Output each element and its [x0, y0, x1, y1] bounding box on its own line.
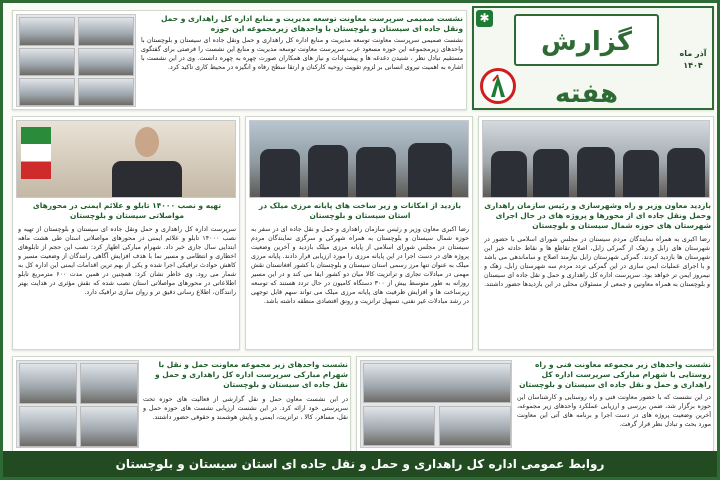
article-body: سرپرست اداره کل راهداری و حمل ونقل جاده ای سیستان و بلوچستان از تهیه و نصب ۱۴۰۰۰ تابلو و علائم ایمنی در محورهای مواصلاتی استان طی هشت ماهه ابتدایی سال جاری خبر داد. شهرام مبارکی اظهار کرد: نصب این حجم از تابلوهای اخطاری و انتظامی و مسیر نما با هدف افزایش آگاهی رانندگان از وضعیت مسیر و کاهش حوادث ترافیکی اجرا شده و یکی از بهم ترین اقدامات ایمنی این اداره کل به شمار می رود. وی خاطر نشان کرد: همچنین در همین مدت ۶۰۰ مترمربع تابلو اطلاعاتی در محورهای مواصلاتی استان نصب شده که نقش مؤثری در هدایت بهتر رانندگان، اطلاع رسانی دقیق تر و روان سازی ترافیک دارد.: [18, 226, 236, 296]
person-figure: [491, 151, 527, 197]
person-figure: [577, 147, 615, 197]
official-portrait-photo: [16, 120, 236, 198]
article-title: تهیه و نصب ۱۴۰۰۰ تابلو و علائم ایمنی در محورهای مواصلاتی سیستان و بلوچستان: [32, 201, 222, 220]
person-figure: [533, 149, 569, 197]
article-body: در این نشست که با حضور معاونت فنی و راه روستایی و کارشناسان این حوزه برگزار شد، ضمن بررسی و ارزیابی عملکرد واحدهای زیر مجموعه، آخرین وضعیت پروژه های در دست اجرا و برنامه های آتی این معاونت مورد بحث و تبادل نظر قرار گرفت.: [517, 394, 711, 428]
meeting-thumb: [80, 363, 138, 404]
person-head: [135, 127, 159, 157]
meeting-thumb: [439, 406, 511, 446]
meeting-photo-collage: [16, 14, 136, 107]
person-figure: [308, 145, 348, 197]
masthead: [472, 6, 714, 110]
person-figure: [112, 161, 182, 197]
person-figure: [408, 143, 452, 197]
article-title: نشست صمیمی سرپرست معاونت توسعه مدیریت و منابع اداره کل راهداری و حمل ونقل جاده ای سیستان و بلوچستان با واحدهای زیرمجموعه این حوزه: [160, 14, 463, 33]
article-title: نشست واحدهای زیر مجموعه معاونت حمل و نقل با شهرام مبارکی سرپرست اداره کل راهداری و حمل و نقل جاده ای سیستان و بلوچستان: [154, 360, 348, 389]
article-body: نشست صمیمی سرپرست معاونت توسعه مدیریت و منابع اداره کل راهداری و حمل ونقل جاده ای سیستان و بلوچستان با واحدهای زیرمجموعه این حوزه مسعود عرب سرپرست معاونت توسعه مدیریت و منابع این نشست را فرصتی برای گفتگوی مستقیم تبادل نظر ، شنیدن دغدغه ها و پیشنهادات و نیاز های همکاران صورت چهره به چهره دانست. وی در این نشست با اشاره به اهمیت نیروی انسانی بر لزوم تقویت روحیه کارکنان و ارتقا سطح رفاه و انگیزه در محیط کاری تاکید کرد.: [141, 37, 463, 71]
collage-thumb: [78, 48, 134, 76]
article-milak-terminal: [245, 116, 473, 350]
person-figure: [623, 150, 659, 197]
meeting-photo-grid: [16, 360, 139, 448]
article-body: رضا اکبری معاون وزیر و رئیس سازمان راهداری و حمل و نقل جاده ای در سفر به حوزه شمال سیستان و بلوچستان به همراه شهرکی و سرگزی نمایندگان مردم سیستان در مجلس شورای اسلامی از پایانه مرزی میلک بازدید و آخرین وضعیت پروژه های در دست اجرا در این پایانه مرزی را مورد ارزیابی قرار دادند. پایانه مرزی میلک به عنوان تنها مرز رسمی استان سیستان و بلوچستان با کشور افغانستان نقش مهمی در مبادلات تجاری و ترانزیت کالا میان دو کشور ایفا می کند و در این مسیر روزانه به طور متوسط بیش از ۳۰۰ دستگاه کامیون در حال تردد هستند که توسعه زیرساخت ها و افزایش ظرفیت های پایانه مرزی میلک می تواند سهم قابل توجهی در رشد مبادلات غیر نفتی، تسهیل ترانزیت و رونق اقتصادی منطقه داشته باشد.: [251, 226, 469, 305]
footer-banner: روابط عمومی اداره کل راهداری و حمل و نقل جاده ای استان سیستان و بلوچستان: [3, 451, 717, 477]
road-logo-icon: [483, 71, 513, 101]
meeting-thumb: [19, 363, 77, 404]
person-figure: [667, 148, 705, 197]
article-body: در این نشست معاون حمل و نقل گزارشی از فعالیت های حوزه تحت سرپرستی خود ارائه کرد. در این نشست ارزیابی نشست های حوزه حمل و نقل، مسافر، کالا ، ترانزیت، ایمنی و پایش هوشمند و حقوقی حضور داشتند.: [143, 396, 348, 421]
meeting-photo-grid: [360, 360, 512, 448]
meeting-thumb: [363, 406, 435, 446]
masthead-title: گزارش هفته: [514, 14, 659, 66]
collage-thumb: [78, 17, 134, 46]
article-title: بازدید از امکانات و زیر ساخت های پایانه مرزی میلک در استان سیستان و بلوچستان: [258, 201, 462, 220]
article-safety-signs: [12, 116, 240, 350]
flag-image: [21, 127, 51, 179]
rmto-brand-logo: [480, 68, 516, 104]
collage-thumb: [19, 48, 75, 76]
office-logo-icon: ✱: [476, 10, 493, 27]
meeting-thumb: [363, 363, 511, 403]
collage-thumb: [78, 78, 134, 106]
meeting-thumb: [80, 406, 138, 447]
article-body: رضا اکبری به همراه نمایندگان مردم سیستان در مجلس شورای اسلامی با حضور در شهرستان های زابل و زهک از گمرکی زابل، اصلاح تقاطع ها و نقاط حادثه خیز این شهرستان ها بازدید کردند. گمرکی شهرستان زابل نیازمند اصلاح و ساماندهی می باشد و با اجرای عملیات ایمن سازی در این گمرکی تردد مردم سه شهرستان زابل، زهک و نیمروز ایمن تر خواهد بود. سرپرست اداره کل راهداری و حمل و نقل جاده ای سیستان و بلوچستان به همراه معاونین و جمعی از مسئولان محلی در این بازدیدها حضور داشتند.: [484, 236, 710, 288]
issue-date: آذر ماه ۱۴۰۴: [679, 49, 707, 70]
delegation-photo: [482, 120, 710, 198]
article-staff-meeting: [12, 10, 467, 110]
article-transport-meeting: [12, 356, 351, 452]
meeting-thumb: [19, 406, 77, 447]
article-deputy-visit: [478, 116, 714, 350]
article-title: نشست واحدهای زیر مجموعه معاونت فنی و راه روستایی با شهرام مبارکی سرپرست اداره کل راهداری و حمل و نقل جاده ای سیستان و بلوچستان: [519, 360, 711, 389]
collage-thumb: [19, 17, 75, 46]
collage-thumb: [19, 78, 75, 106]
person-figure: [356, 147, 396, 197]
officials-visit-photo: [249, 120, 469, 198]
article-title: بازدید معاون وزیر و راه وشهرسازی و رئیس سازمان راهداری وحمل ونقل جاده ای از محورها و پروژه های در حال اجرای شهرستان های حوزه شمال سیستان و بلوچستان: [484, 201, 711, 230]
article-technical-meeting: [356, 356, 714, 452]
person-figure: [260, 149, 300, 197]
